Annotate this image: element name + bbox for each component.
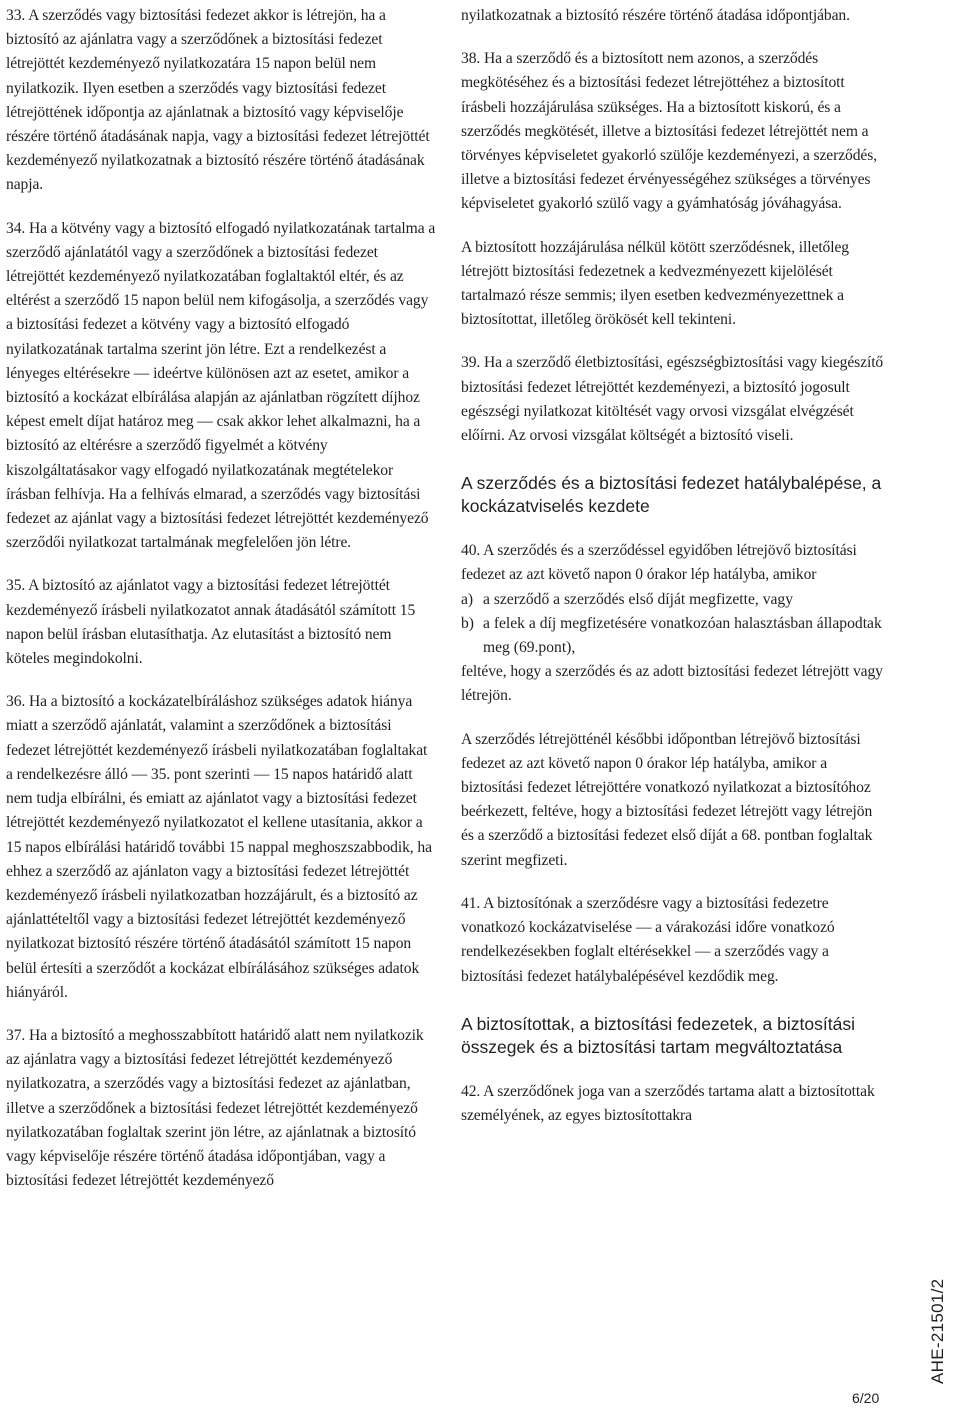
left-column <box>6 4 436 1193</box>
paragraph-38: 38. Ha a szerződő és a biztosított nem azonos, a szerződés megkötéséhez és a biztosítási fedezet létrejöttéhez a biztosított írásbeli hozzájárulása szükséges. Ha a biztosított kiskorú, és a szerződés megkötését, illetve a biztosítási fedezet létrejöttét nem a törvényes képviseletet gyakorló szülője kezdeményezi, a szerződés, illetve a biztosítási fedezet érvényességéhez szükséges a törvényes képviseletet gyakorló szülő vagy a gyámhatóság jóváhagyása. <box>461 50 877 213</box>
list-item <box>461 588 886 612</box>
paragraph-39: 39. Ha a szerződő életbiztosítási, egészségbiztosítási vagy kiegészítő biztosítási fedezet létrejöttét kezdeményezi, a biztosító jogosult egészségi nyilatkozat kitöltését vagy orvosi vizsgálat elvégzését előírni. Az orvosi vizsgálat költségét a biztosító viseli. <box>461 354 884 445</box>
paragraph-36: 36. Ha a biztosító a kockázatelbíráláshoz szükséges adatok hiánya miatt a szerződő ajánlatát, valamint a szerződőnek a biztosítási fedezet létrejöttét kezdeményező írásbeli nyilatkozatában foglaltakat a rendelkezésre álló — 35. pont szerinti — 15 napos határidő alatt nem tudja elbírálni, és emiatt az ajánlatot vagy a biztosítási fedezet létrejöttét kezdeményező nyilatkozatot el kellene utasítania, akkor a 15 napos elbírálási határidő további 15 nappal meghoszszabbodik, ha ehhez a szerződő az ajánlaton vagy a biztosítási fedezet létrejöttét kezdeményező írásbeli nyilatkozatban hozzájárult, és a biztosító az ajánlattételtől vagy a biztosítási fedezet létrejöttét kezdeményező nyilatkozat biztosító részére történő átadásától számított 15 napon belül értesíti a szerződőt a kockázat elbírálásához szükséges adatok hiányáról. <box>6 693 432 1001</box>
paragraph-40-later-cover: A szerződés létrejötténél későbbi időpontban létrejövő biztosítási fedezet az azt követő napon 0 órakor lép hatályba, amikor a biztosítási fedezet létrejöttére vonatkozó nyilatkozat a biztosítóhoz beérkezett, feltéve, hogy a biztosítási fedezet létrejött vagy létrejön és a szerződő a biztosítási fedezet első díját a 68. pontban foglaltak szerint megfizeti. <box>461 730 873 869</box>
paragraph-42: 42. A szerződőnek joga van a szerződés tartama alatt a biztosítottak személyének, az egyes biztosítottakra <box>461 1082 875 1124</box>
list-item <box>461 612 886 660</box>
list-item-text: a felek a díj megfizetésére vonatkozóan halasztásban állapodtak meg (69.pont), <box>483 614 882 657</box>
list-marker: b) <box>461 614 474 632</box>
paragraph-34: 34. Ha a kötvény vagy a biztosító elfogadó nyilatkozatának tartalma a szerződő ajánlatától vagy a szerződőnek a biztosítási fedezet létrejöttét kezdeményező nyilatkozatában foglaltaktól eltér, és az eltérést a szerződő 15 napon belül nem kifogásolja, a szerződés vagy a biztosítási fedezet a kötvény vagy a biztosító elfogadó nyilatkozatának tartalma szerint jön létre. Ezt a rendelkezést a lényeges eltérésekre — ideértve különösen azt az esetet, amikor a biztosító a kockázat elbírálása alapján az ajánlatban rögzített díjhoz képest emelt díjat határoz meg — csak akkor lehet alkalmazni, ha a biztosító az eltérésre a szerződő figyelmét a kötvény kiszolgáltatásakor vagy elfogadó nyilatkozatának megtételekor írásban felhívja. Ha a felhívás elmarad, a szerződés vagy biztosítási fedezet az ajánlat vagy a biztosítási fedezet létrejöttét kezdeményező szerződői nyilatkozat tartalmának megfelelően jön létre. <box>6 219 436 552</box>
paragraph-35: 35. A biztosító az ajánlatot vagy a biztosítási fedezet létrejöttét kezdeményező írásbeli nyilatkozatot annak átadásától számított 15 napon belül írásban elutasíthatja. Az elutasítást a biztosító nem köteles megindokolni. <box>6 577 416 668</box>
page-number: 6/20 <box>852 1390 880 1406</box>
list-item-text: a szerződő a szerződés első díját megfizette, vagy <box>483 590 794 608</box>
right-column <box>461 4 886 1128</box>
paragraph-40-list <box>461 588 886 661</box>
paragraph-37-continued: nyilatkozatnak a biztosító részére történő átadása időpontjában. <box>461 7 850 24</box>
document-code: AHE-21501/2 <box>928 1278 947 1384</box>
section-heading-effective-date: A szerződés és a biztosítási fedezet hatálybalépése, a kockázatviselés kezdete <box>461 473 882 517</box>
paragraph-41: 41. A biztosítónak a szerződésre vagy a biztosítási fedezetre vonatkozó kockázatviselése — a várakozási időre vonatkozó rendelkezésekben foglalt eltérésekkel — a szerződés vagy a biztosítási fedezet hatálybalépésével kezdődik meg. <box>461 894 835 985</box>
paragraph-40-outro: feltéve, hogy a szerződés és az adott biztosítási fedezet létrejött vagy létrejön. <box>461 663 883 705</box>
list-marker: a) <box>461 590 474 608</box>
paragraph-37: 37. Ha a biztosító a meghosszabbított határidő alatt nem nyilatkozik az ajánlatra vagy a biztosítási fedezet létrejöttét kezdeményező nyilatkozatra, a szerződés vagy a biztosítási fedezet az ajánlatban, illetve a szerződőnek a biztosítási fedezet létrejöttét kezdeményező nyilatkozatában foglaltak szerint jön létre, az ajánlatnak a biztosító vagy képviselője részére történő átadása időpontjában, vagy a biztosítási fedezet létrejöttét kezdeményező <box>6 1026 424 1190</box>
paragraph-38-consent: A biztosított hozzájárulása nélkül kötött szerződésnek, illetőleg létrejött biztosítási fedezetnek a kedvezményezett kijelölését tartalmazó része semmis; ilyen esetben kedvezményezettnek a biztosítottat, illetőleg örökösét kell tekinteni. <box>461 238 849 329</box>
paragraph-40-intro: 40. A szerződés és a szerződéssel egyidőben létrejövő biztosítási fedezet az azt követő napon 0 órakor lép hatályba, amikor <box>461 542 857 584</box>
paragraph-33: 33. A szerződés vagy biztosítási fedezet akkor is létrejön, ha a biztosító az ajánlatra vagy a szerződőnek a biztosítási fedezet létrejöttét kezdeményező nyilatkozatára 15 napon belül nem nyilatkozik. Ilyen esetben a szerződés vagy biztosítási fedezet létrejöttének időpontja az ajánlatnak a biztosító vagy képviselője részére történő átadásának napja, vagy a biztosítási fedezet létrejöttét kezdeményező nyilatkozatnak a biztosító részére történő átadásának napja. <box>6 7 430 194</box>
section-heading-changes: A biztosítottak, a biztosítási fedezetek, a biztosítási összegek és a biztosítási tartam megváltoztatása <box>461 1013 855 1057</box>
